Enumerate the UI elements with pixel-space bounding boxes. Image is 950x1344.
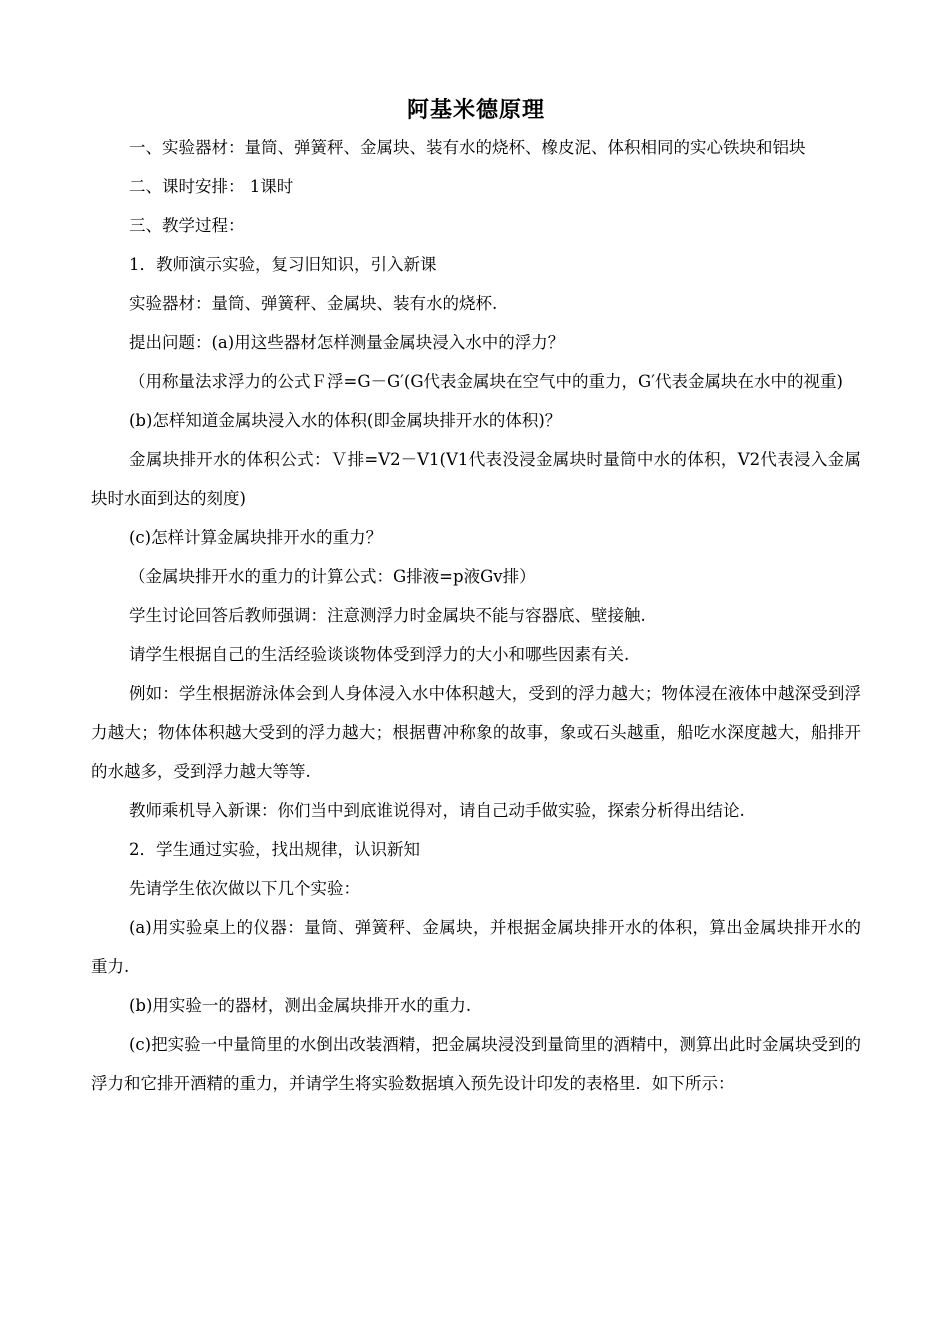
paragraph-question-c: (c)怎样计算金属块排开水的重力？ <box>129 528 383 547</box>
paragraph-schedule: 二、课时安排： 1课时 <box>129 177 294 196</box>
paragraph-formula-volume: 金属块排开水的体积公式：Ｖ排=V2－V1(V1代表没浸金属块时量筒中水的体积，V2代表浸入金属块时水面到达的刻度) <box>91 450 861 508</box>
paragraph-example: 例如：学生根据游泳体会到人身体浸入水中体积越大，受到的浮力越大；物体浸在液体中越深受到浮力越大；物体体积越大受到的浮力越大；根据曹冲称象的故事，象或石头越重，船吃水深度越大，船排开的水越多，受到浮力越大等等. <box>91 684 861 781</box>
paragraph-experiment-b: (b)用实验一的器材，测出金属块排开水的重力. <box>129 996 472 1015</box>
paragraph-new-lesson: 教师乘机导入新课：你们当中到底谁说得对，请自己动手做实验，探索分析得出结论. <box>129 801 745 820</box>
paragraph-step-2: 2．学生通过实验，找出规律，认识新知 <box>129 840 420 859</box>
paragraph-process-heading: 三、教学过程： <box>129 216 245 235</box>
paragraph-demo-materials: 实验器材：量筒、弹簧秤、金属块、装有水的烧杯. <box>129 294 498 313</box>
paragraph-step-1: 1．教师演示实验，复习旧知识，引入新课 <box>129 255 437 274</box>
paragraph-question-a: 提出问题：(a)用这些器材怎样测量金属块浸入水中的浮力？ <box>129 333 565 352</box>
paragraph-discussion: 请学生根据自己的生活经验谈谈物体受到浮力的大小和哪些因素有关. <box>129 645 630 664</box>
paragraph-experiments-intro: 先请学生依次做以下几个实验： <box>129 879 360 898</box>
paragraph-question-b: (b)怎样知道金属块浸入水的体积(即金属块排开水的体积)？ <box>129 411 562 430</box>
paragraph-experiment-a: (a)用实验桌上的仪器：量筒、弹簧秤、金属块，并根据金属块排开水的体积，算出金属块排开水的重力. <box>91 918 861 976</box>
document-title: 阿基米德原理 <box>406 98 545 123</box>
paragraph-teacher-emphasis: 学生讨论回答后教师强调：注意测浮力时金属块不能与容器底、壁接触. <box>129 606 646 625</box>
paragraph-experiment-c: (c)把实验一中量筒里的水倒出改装酒精，把金属块浸没到量筒里的酒精中，测算出此时金属块受到的浮力和它排开酒精的重力，并请学生将实验数据填入预先设计印发的表格里．如下所示： <box>91 1035 861 1093</box>
paragraph-formula-weight: （金属块排开水的重力的计算公式：G排液=p液Gv排） <box>129 567 536 586</box>
paragraph-formula-buoyancy: （用称量法求浮力的公式Ｆ浮=G－G′(G代表金属块在空气中的重力，G′代表金属块在水中的视重) <box>129 372 843 391</box>
paragraph-materials: 一、实验器材：量筒、弹簧秤、金属块、装有水的烧杯、橡皮泥、体积相同的实心铁块和铝块 <box>129 138 806 157</box>
document-page <box>91 96 861 1103</box>
